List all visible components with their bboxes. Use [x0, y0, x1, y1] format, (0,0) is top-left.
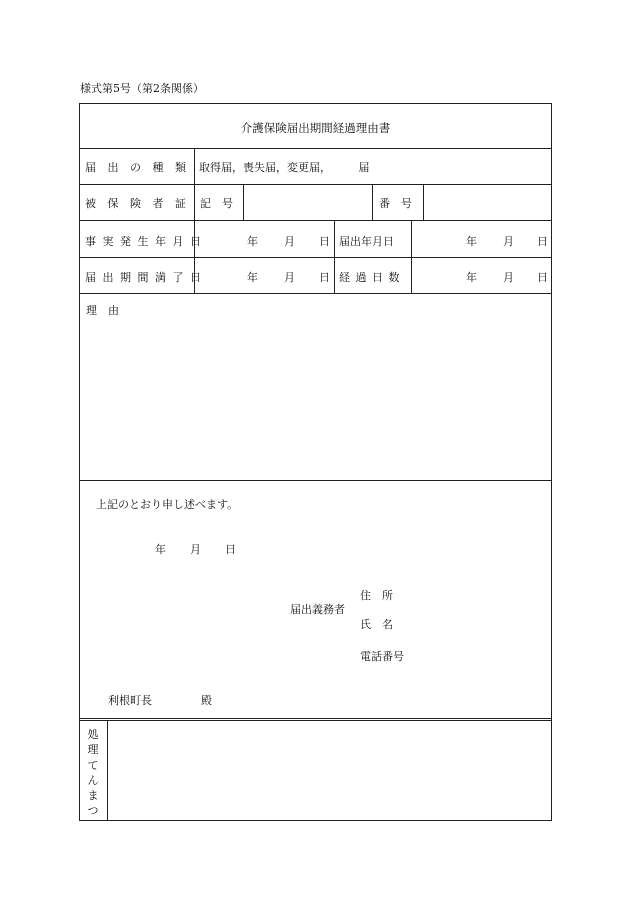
declaration-text: 上記のとおり申し述べます。 — [96, 498, 239, 511]
filing-date-month-unit: 月 — [503, 235, 514, 248]
filing-date-year-unit: 年 — [466, 235, 477, 248]
declaration-year-unit: 年 — [155, 543, 166, 556]
reason-field[interactable] — [86, 320, 546, 470]
event-date-year-unit: 年 — [247, 235, 258, 248]
rule-period-bottom — [79, 293, 552, 294]
processing-field[interactable] — [112, 726, 547, 816]
rule-mid-column — [334, 220, 335, 293]
event-date-label: 事 実 発 生 年 月 日 — [85, 235, 203, 248]
period-end-month-unit: 月 — [284, 271, 295, 284]
obligor-label: 届出義務者 — [290, 603, 345, 616]
elapsed-month-unit: 月 — [503, 271, 514, 284]
rule-bango-left — [372, 184, 373, 220]
processing-label: 処理てんまつ — [87, 728, 99, 818]
mayor-addressee: 利根町長 — [108, 694, 152, 707]
filing-date-label: 届出年月日 — [339, 235, 394, 248]
rule-kigo-divider — [243, 184, 244, 220]
honorific: 殿 — [201, 694, 212, 707]
rule-title-bottom — [79, 148, 552, 149]
type-label: 届 出 の 種 類 — [85, 161, 190, 174]
kigo-label: 記 号 — [200, 197, 233, 210]
event-date-day-unit: 日 — [319, 235, 330, 248]
form-number-label: 様式第5号（第2条関係） — [80, 82, 204, 95]
period-end-day-unit: 日 — [319, 271, 330, 284]
rule-processing-label — [107, 720, 108, 821]
period-end-label: 届 出 期 間 満 了 日 — [85, 271, 203, 284]
rule-bango-right — [423, 184, 424, 220]
elapsed-day-unit: 日 — [537, 271, 548, 284]
reason-label: 理 由 — [86, 304, 119, 317]
phone-label: 電話番号 — [360, 650, 404, 663]
address-label: 住 所 — [360, 589, 393, 602]
filing-date-day-unit: 日 — [537, 235, 548, 248]
elapsed-days-label: 経 過 日 数 — [339, 271, 401, 284]
rule-reason-bottom — [79, 480, 552, 481]
bango-label: 番 号 — [379, 197, 412, 210]
event-date-month-unit: 月 — [284, 235, 295, 248]
type-value: 取得届，喪失届，変更届， 届 — [199, 161, 370, 174]
period-end-year-unit: 年 — [247, 271, 258, 284]
elapsed-year-unit: 年 — [466, 271, 477, 284]
rule-event-bottom — [79, 257, 552, 258]
insured-card-label: 被 保 険 者 証 — [85, 197, 190, 210]
declaration-month-unit: 月 — [190, 543, 201, 556]
rule-insured-bottom — [79, 220, 552, 221]
rule-type-bottom — [79, 184, 552, 185]
declaration-day-unit: 日 — [225, 543, 236, 556]
rule-processing-top — [79, 718, 552, 721]
name-label: 氏 名 — [360, 618, 393, 631]
rule-mid-column-2 — [411, 220, 412, 293]
form-title: 介護保険届出期間経過理由書 — [240, 121, 391, 135]
